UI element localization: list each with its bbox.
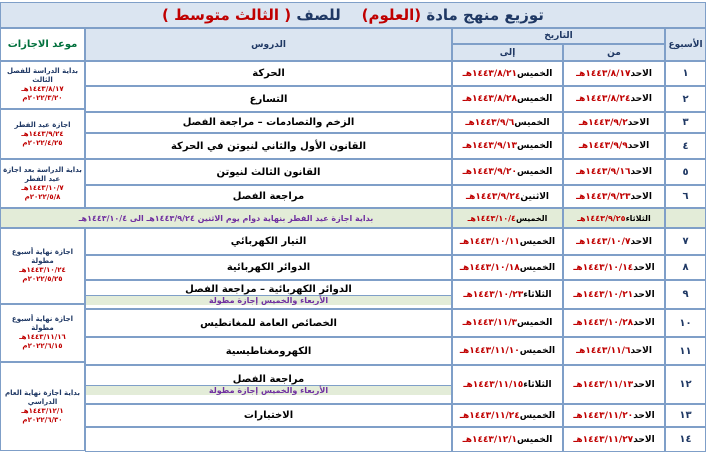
day-name: الخميس (519, 346, 556, 356)
page-title (0, 2, 706, 28)
week-number: ١ (665, 61, 706, 86)
hijri-date: ١٤٤٣/١٠/٢٨هـ (573, 318, 634, 328)
vacation-gregorian-date: ٢٠٢٢/٦/٣٠م (22, 415, 63, 424)
hijri-date: ١٤٤٣/١٠/٢٣هـ (463, 289, 524, 300)
separator-to (452, 208, 563, 228)
day-name: الثلاثاء (523, 289, 552, 300)
vacation-label: بداية الدراسة بعد اجازة عيد الفطر (3, 165, 82, 183)
from-date (563, 86, 665, 112)
lesson-title: القانون الثالث لنيوتن (216, 166, 321, 178)
to-date (452, 133, 563, 159)
from-date (563, 61, 665, 86)
hijri-date: ١٤٤٣/١٠/١٨هـ (459, 262, 520, 273)
vacation-hijri-date: ١٤٤٣/٨/١٧هـ (21, 85, 64, 93)
day-name: الخميس (519, 410, 556, 421)
week-number: ١٣ (665, 404, 706, 427)
day-name: الاحد (627, 117, 650, 128)
lesson-title: الكهرومغناطيسية (225, 345, 312, 357)
lesson-cell (85, 337, 452, 365)
lesson-cell (85, 86, 452, 112)
lesson-cell (85, 185, 452, 208)
day-name: الاحد (633, 289, 655, 300)
from-date (563, 309, 665, 337)
hijri-date: ١٤٤٣/١١/١٥هـ (463, 379, 524, 390)
lesson-title: الاختبارات (243, 410, 294, 421)
day-name: الاحد (633, 410, 655, 421)
day-name: الخميس (515, 213, 548, 223)
from-date (563, 255, 665, 280)
lesson-cell (85, 228, 452, 255)
lesson-title: الخصائص العامة للمغانطيس (200, 317, 337, 329)
lesson-cell (85, 309, 452, 337)
day-name: الاثنين (520, 191, 549, 202)
day-name: الاحد (627, 141, 650, 151)
hijri-date: ١٤٤٣/٨/١٧هـ (576, 68, 631, 79)
week-number: ٧ (665, 228, 706, 255)
from-date (563, 133, 665, 159)
hijri-date: ١٤٤٣/١٠/٤هـ (467, 213, 516, 223)
week-number: ١٠ (665, 309, 706, 337)
day-name: الخميس (516, 141, 553, 151)
lesson-title: الزخم والتصادمات – مراجعة الفصل (182, 117, 355, 128)
vacation-label: اجازة عيد الفطر (14, 120, 71, 129)
to-date (452, 185, 563, 208)
lesson-cell (85, 112, 452, 133)
vacation-entry (0, 304, 85, 362)
lesson-cell (85, 133, 452, 159)
from-date (563, 427, 665, 452)
hijri-date: ١٤٤٣/٩/٢٠هـ (462, 167, 517, 177)
hijri-date: ١٤٤٣/٨/٢١هـ (462, 68, 517, 79)
hijri-date: ١٤٤٣/٩/٢٣هـ (576, 191, 631, 202)
hijri-date: ١٤٤٣/٩/٢هـ (578, 117, 628, 128)
title-part2: للصف (296, 6, 341, 24)
hijri-date: ١٤٤٣/١١/٢٤هـ (459, 410, 520, 421)
to-date (452, 61, 563, 86)
hijri-date: ١٤٤٣/١١/١٠هـ (459, 346, 520, 356)
to-date (452, 309, 563, 337)
hijri-date: ١٤٤٣/٩/٢٥هـ (577, 213, 626, 223)
day-name: الاحد (630, 346, 652, 356)
lesson-title: مراجعة الفصل (232, 191, 305, 202)
vacation-label: اجازة نهاية أسبوع مطولة (11, 248, 74, 265)
vacation-label: اجازة نهاية أسبوع مطولة (11, 315, 74, 332)
to-date (452, 365, 563, 404)
separator-from (563, 208, 665, 228)
lesson-cell (85, 365, 452, 404)
hijri-date: ١٤٤٣/٨/٢٨هـ (462, 94, 517, 104)
hijri-date: ١٤٤٣/١٠/٧هـ (576, 236, 631, 247)
lesson-cell (85, 61, 452, 86)
to-date (452, 337, 563, 365)
from-date (563, 404, 665, 427)
hijri-date: ١٤٤٣/٩/١٣هـ (462, 141, 517, 151)
day-name: الاحد (630, 167, 652, 177)
lesson-title: الحركة (252, 68, 285, 79)
from-date (563, 228, 665, 255)
week-number: ١٢ (665, 365, 706, 404)
vacation-entry (0, 109, 85, 159)
day-name: الخميس (516, 68, 553, 79)
vacation-gregorian-date: ٢٠٢٢/٤/٢٥م (22, 138, 63, 147)
to-date (452, 255, 563, 280)
to-header: إلى (452, 44, 563, 61)
to-date (452, 112, 563, 133)
vacation-label: بداية اجازة نهاية العام الدراسي (5, 388, 80, 406)
day-name: الخميس (514, 117, 550, 128)
vacation-hijri-date: ١٤٤٣/١١/١٦هـ (19, 333, 66, 341)
hijri-date: ١٤٤٣/٩/١٦هـ (576, 167, 631, 177)
eid-holiday-note: بداية اجازة عيد الفطر بنهاية دوام يوم الاثنين ١٤٤٣/٩/٢٤هـ الى ١٤٤٣/١٠/٤هـ (0, 208, 452, 228)
week-number: ٨ (665, 255, 706, 280)
vacation-gregorian-date: ٢٠٢٢/٣/٢٠م (22, 94, 63, 102)
from-date (563, 365, 665, 404)
vacation-hijri-date: ١٤٤٣/٩/٢٤هـ (21, 129, 64, 138)
vacation-gregorian-date: ٢٠٢٢/٦/١٥م (22, 342, 63, 350)
to-date (452, 159, 563, 185)
week-number: ٢ (665, 86, 706, 112)
hijri-date: ١٤٤٣/٩/٢٤هـ (466, 191, 521, 202)
title-grade: ( الثالث متوسط ) (162, 6, 292, 24)
week-number: ١٤ (665, 427, 706, 452)
day-name: الاحد (633, 318, 655, 328)
week-number: ٤ (665, 133, 706, 159)
hijri-date: ١٤٤٣/١١/٢٠هـ (573, 410, 634, 421)
to-date (452, 404, 563, 427)
lesson-title: التيار الكهربائي (230, 236, 307, 247)
vacation-entry (0, 159, 85, 208)
day-name: الاحد (630, 68, 652, 79)
day-name: الخميس (516, 167, 553, 177)
day-name: الخميس (516, 318, 553, 328)
vacation-header: موعد الاجازات (0, 28, 85, 61)
hijri-date: ١٤٤٣/١٠/١١هـ (459, 236, 520, 247)
lesson-cell (85, 404, 452, 427)
hijri-date: ١٤٤٣/١٠/٢١هـ (573, 289, 634, 300)
hijri-date: ١٤٤٣/٩/٦هـ (465, 117, 515, 128)
day-name: الخميس (519, 236, 556, 247)
week-number: ٩ (665, 280, 706, 309)
lesson-cell (85, 255, 452, 280)
lesson-title: القانون الأول والثاني لنيوتن في الحركة (170, 140, 367, 152)
day-name: الاحد (630, 94, 652, 104)
from-date (563, 185, 665, 208)
vacation-label: بداية الدراسة للفصل الثالث (6, 67, 79, 84)
hijri-date: ١٤٤٣/١١/٣هـ (462, 318, 517, 328)
day-name: الاحد (630, 191, 652, 202)
lesson-note: الأربعاء والخميس إجازة مطولة (86, 295, 451, 305)
title-part1: توزيع منهج مادة (426, 6, 544, 24)
separator-week (665, 208, 706, 228)
hijri-date: ١٤٤٣/١٠/١٤هـ (573, 262, 634, 273)
vacation-entry (0, 61, 85, 109)
week-header: الأسبوع (665, 28, 706, 61)
lesson-title: التسارع (249, 93, 288, 105)
day-name: الخميس (519, 262, 556, 273)
from-date (563, 337, 665, 365)
vacation-gregorian-date: ٢٠٢٢/٥/٨م (24, 192, 61, 201)
from-date (563, 280, 665, 309)
from-date (563, 159, 665, 185)
hijri-date: ١٤٤٣/٩/٩هـ (578, 141, 628, 151)
day-name: الخميس (516, 94, 553, 104)
date-header: التاريخ (452, 28, 665, 44)
day-name: الاحد (633, 379, 655, 390)
vacation-entry (0, 228, 85, 304)
lesson-title: الدوائر الكهربائية – مراجعة الفصل (185, 284, 352, 295)
to-date (452, 228, 563, 255)
week-number: ٣ (665, 112, 706, 133)
from-header: من (563, 44, 665, 61)
day-name: الاحد (633, 262, 655, 273)
hijri-date: ١٤٤٣/١٢/١هـ (462, 434, 517, 445)
vacation-hijri-date: ١٤٤٣/١٠/٧هـ (21, 183, 64, 192)
lesson-cell (85, 427, 452, 452)
lesson-title: الدوائر الكهربائية (226, 262, 311, 273)
to-date (452, 427, 563, 452)
vacation-hijri-date: ١٤٤٣/١٢/١هـ (21, 406, 64, 415)
day-name: الثلاثاء (625, 213, 651, 223)
week-number: ٦ (665, 185, 706, 208)
title-subject: (العلوم) (361, 6, 422, 24)
to-date (452, 280, 563, 309)
week-number: ٥ (665, 159, 706, 185)
hijri-date: ١٤٤٣/١١/١٣هـ (573, 379, 634, 390)
vacation-hijri-date: ١٤٤٣/١٠/٢٤هـ (19, 266, 66, 274)
vacation-entry (0, 362, 85, 451)
day-name: الثلاثاء (523, 379, 552, 390)
lesson-title: مراجعة الفصل (232, 374, 305, 385)
hijri-date: ١٤٤٣/٨/٢٤هـ (576, 94, 631, 104)
day-name: الاحد (633, 434, 655, 445)
from-date (563, 112, 665, 133)
hijri-date: ١٤٤٣/١١/٦هـ (576, 346, 631, 356)
day-name: الاحد (630, 236, 652, 247)
day-name: الخميس (516, 434, 553, 445)
lesson-cell (85, 159, 452, 185)
vacation-gregorian-date: ٢٠٢٢/٥/٢٥م (22, 275, 63, 283)
to-date (452, 86, 563, 112)
lessons-header: الدروس (85, 28, 452, 61)
lesson-cell (85, 280, 452, 309)
hijri-date: ١٤٤٣/١١/٢٧هـ (573, 434, 634, 445)
week-number: ١١ (665, 337, 706, 365)
lesson-note: الأربعاء والخميس إجازة مطولة (86, 385, 451, 395)
